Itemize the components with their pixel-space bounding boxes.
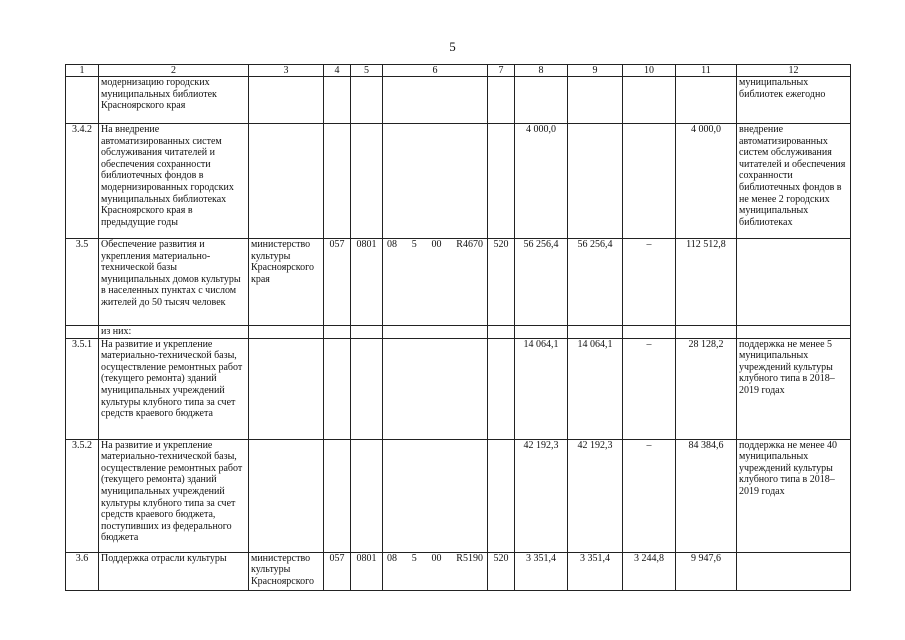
grbs-code: 057 (324, 239, 351, 326)
item-number: 3.5 (66, 239, 99, 326)
csr-part: 00 (431, 239, 442, 250)
grbs-code (324, 77, 351, 124)
expected-result: поддержка не менее 40 муниципальных учреждений культуры клубного типа в 2018–2019 годах (737, 439, 851, 552)
section-code (351, 338, 383, 439)
item-number: 3.5.1 (66, 338, 99, 439)
amount-2018: 3 351,4 (515, 552, 568, 590)
target-article-code (383, 124, 488, 239)
col-header-6: 6 (383, 65, 488, 77)
table-row (66, 552, 851, 590)
col-header-4: 4 (324, 65, 351, 77)
amount-2020: – (623, 338, 676, 439)
amount-total (676, 77, 737, 124)
administrator (249, 338, 324, 439)
item-number: 3.5.2 (66, 439, 99, 552)
expense-type-code (488, 338, 515, 439)
amount-2018 (515, 326, 568, 339)
page-number: 5 (449, 39, 456, 54)
amount-total: 84 384,6 (676, 439, 737, 552)
amount-2019 (568, 77, 623, 124)
target-article-code (383, 326, 488, 339)
table-row (66, 239, 851, 326)
expense-type-code: 520 (488, 552, 515, 590)
amount-2020: – (623, 439, 676, 552)
col-header-5: 5 (351, 65, 383, 77)
expected-result: поддержка не менее 5 муниципальных учреждений культуры клубного типа в 2018–2019 годах (737, 338, 851, 439)
amount-2018: 14 064,1 (515, 338, 568, 439)
csr-part: 08 (387, 239, 397, 250)
section-code (351, 439, 383, 552)
grbs-code (324, 124, 351, 239)
amount-2019: 56 256,4 (568, 239, 623, 326)
item-name: Поддержка отрасли культуры (99, 552, 249, 590)
amount-total (676, 326, 737, 339)
amount-2019 (568, 124, 623, 239)
col-header-8: 8 (515, 65, 568, 77)
target-article-code (383, 77, 488, 124)
administrator (249, 439, 324, 552)
table-row (66, 439, 851, 552)
administrator: министерство культуры Красноярского (249, 552, 324, 590)
amount-2018: 56 256,4 (515, 239, 568, 326)
col-header-11: 11 (676, 65, 737, 77)
amount-2020 (623, 326, 676, 339)
item-number (66, 77, 99, 124)
item-name: модернизацию городских муниципальных библиотек Красноярского края (99, 77, 249, 124)
item-number: 3.4.2 (66, 124, 99, 239)
item-name: Обеспечение развития и укрепления материально-технической базы муниципальных домов культуры в населенных пунктах с числом жителей до 50 тысяч человек (99, 239, 249, 326)
item-name: из них: (99, 326, 249, 339)
csr-part: R4670 (456, 239, 483, 250)
amount-2020 (623, 77, 676, 124)
col-header-7: 7 (488, 65, 515, 77)
section-code (351, 77, 383, 124)
csr-part: R5190 (456, 552, 483, 564)
item-number: 3.6 (66, 552, 99, 590)
amount-2020: – (623, 239, 676, 326)
amount-total: 9 947,6 (676, 552, 737, 590)
col-header-12: 12 (737, 65, 851, 77)
target-article-code (383, 239, 488, 326)
item-name: На развитие и укрепление материально-технической базы, осуществление ремонтных работ (текущего ремонта) зданий муниципальных учреждений культуры клубного типа за счет средств краевого бюджета, поступивших из федерального бюджета (99, 439, 249, 552)
amount-total: 28 128,2 (676, 338, 737, 439)
amount-2019: 3 351,4 (568, 552, 623, 590)
amount-2020: 3 244,8 (623, 552, 676, 590)
table-row (66, 326, 851, 339)
grbs-code (324, 439, 351, 552)
administrator: министерство культуры Красноярского края (249, 239, 324, 326)
administrator (249, 326, 324, 339)
expense-type-code (488, 326, 515, 339)
grbs-code (324, 338, 351, 439)
amount-2019: 42 192,3 (568, 439, 623, 552)
item-name: На внедрение автоматизированных систем обслуживания читателей и обеспечения сохранности библиотечных фондов в модернизированных городских муниципальных библиотеках Красноярского края в предыдущие годы (99, 124, 249, 239)
section-code: 0801 (351, 552, 383, 590)
target-article-code (383, 439, 488, 552)
expense-type-code (488, 124, 515, 239)
section-code (351, 124, 383, 239)
item-name: На развитие и укрепление материально-технической базы, осуществление ремонтных работ (текущего ремонта) зданий муниципальных учреждений культуры клубного типа за счет средств краевого бюджета (99, 338, 249, 439)
expense-type-code (488, 77, 515, 124)
col-header-9: 9 (568, 65, 623, 77)
header-row (66, 65, 851, 77)
col-header-1: 1 (66, 65, 99, 77)
expected-result: внедрение автоматизированных систем обслуживания читателей и обеспечения сохранности библиотечных фондов в не менее 2 городских муниципальных библиотеках (737, 124, 851, 239)
section-code: 0801 (351, 239, 383, 326)
section-code (351, 326, 383, 339)
grbs-code (324, 326, 351, 339)
amount-total: 112 512,8 (676, 239, 737, 326)
amount-total: 4 000,0 (676, 124, 737, 239)
expected-result (737, 326, 851, 339)
item-number (66, 326, 99, 339)
amount-2018: 4 000,0 (515, 124, 568, 239)
amount-2019: 14 064,1 (568, 338, 623, 439)
csr-part: 5 (411, 239, 417, 250)
table-row (66, 77, 851, 124)
expense-type-code (488, 439, 515, 552)
program-measures-table (65, 64, 851, 591)
csr-part: 5 (411, 552, 417, 564)
target-article-code (383, 338, 488, 439)
amount-2018 (515, 77, 568, 124)
expected-result (737, 239, 851, 326)
grbs-code: 057 (324, 552, 351, 590)
administrator (249, 77, 324, 124)
administrator (249, 124, 324, 239)
csr-part: 00 (431, 552, 442, 564)
table-row (66, 338, 851, 439)
table-row (66, 124, 851, 239)
amount-2018: 42 192,3 (515, 439, 568, 552)
expected-result (737, 552, 851, 590)
csr-part: 08 (387, 552, 397, 564)
col-header-3: 3 (249, 65, 324, 77)
col-header-2: 2 (99, 65, 249, 77)
amount-2020 (623, 124, 676, 239)
amount-2019 (568, 326, 623, 339)
expense-type-code: 520 (488, 239, 515, 326)
target-article-code (383, 552, 488, 590)
col-header-10: 10 (623, 65, 676, 77)
expected-result: муниципальных библиотек ежегодно (737, 77, 851, 124)
